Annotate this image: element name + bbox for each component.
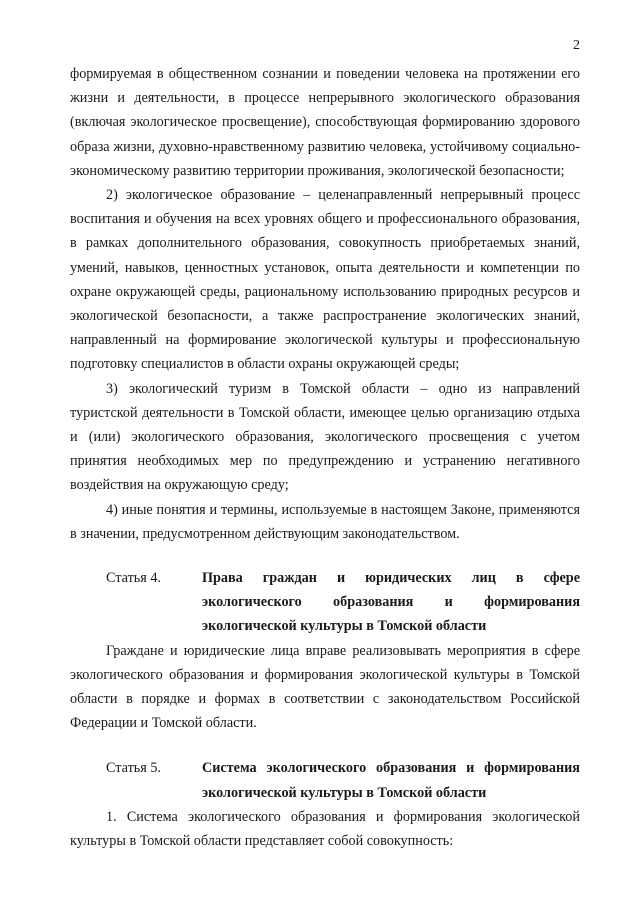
page-number: 2 [573,38,580,53]
definition-ecological-education: 2) экологическое образование – целенаправленный непрерывный процесс воспитания и обучения на всех уровнях общего и профессионального образования, в рамках дополнительного образования, совокупность приобретаемых знаний, умений, навыков, ценностных установок, опыта деятельности и компетенции по охране окружающей среды, рациональному использованию природных ресурсов и экологической безопасности, а также распространение экологических знаний, направленный на формирование экологической культуры и профессиональную подготовку специалистов в области охраны окружающей среды; [70,187,580,373]
definition-continuation-paragraph: формируемая в общественном сознании и поведении человека на протяжении его жизни и деятельности, в процессе непрерывного экологического образования (включая экологическое просвещение), способствующая формированию здорового образа жизни, духовно-нравственному развитию человека, устойчивому социально-экономическому развитию территории проживания, экологической безопасности; [70,66,580,179]
spacer [70,735,580,756]
article-5-point-1: 1. Система экологического образования и формирования экологической культуры в Томской области представляет собой совокупность: [70,808,580,850]
article-4-title: Права граждан и юридических лиц в сфере экологического образования и формирования экологической культуры в Томской области [202,570,580,635]
article-5-heading [70,756,580,804]
article-5-title: Система экологического образования и формирования экологической культуры в Томской области [202,760,580,801]
document-body [70,62,580,853]
article-4-text: Граждане и юридические лица вправе реализовывать мероприятия в сфере экологического образования и формирования экологической культуры в Томской области в порядке и формах в соответствии с законодательством Российской Федерации и Томской области. [70,642,580,732]
article-5-label: Статья 5. [106,760,161,777]
article-4-heading [70,566,580,639]
definition-ecological-tourism: 3) экологический туризм в Томской области – одно из направлений туристской деятельности в Томской области, имеющее целью организацию отдыха и (или) экологического образования, экологического просвещения с учетом принятия необходимых мер по предупреждению и устранению негативного воздействия на окружающую среду; [70,380,580,494]
spacer [70,546,580,566]
definition-other-terms: 4) иные понятия и термины, используемые в настоящем Законе, применяются в значении, предусмотренном действующим законодательством. [70,501,580,542]
article-4-label: Статья 4. [106,570,161,587]
